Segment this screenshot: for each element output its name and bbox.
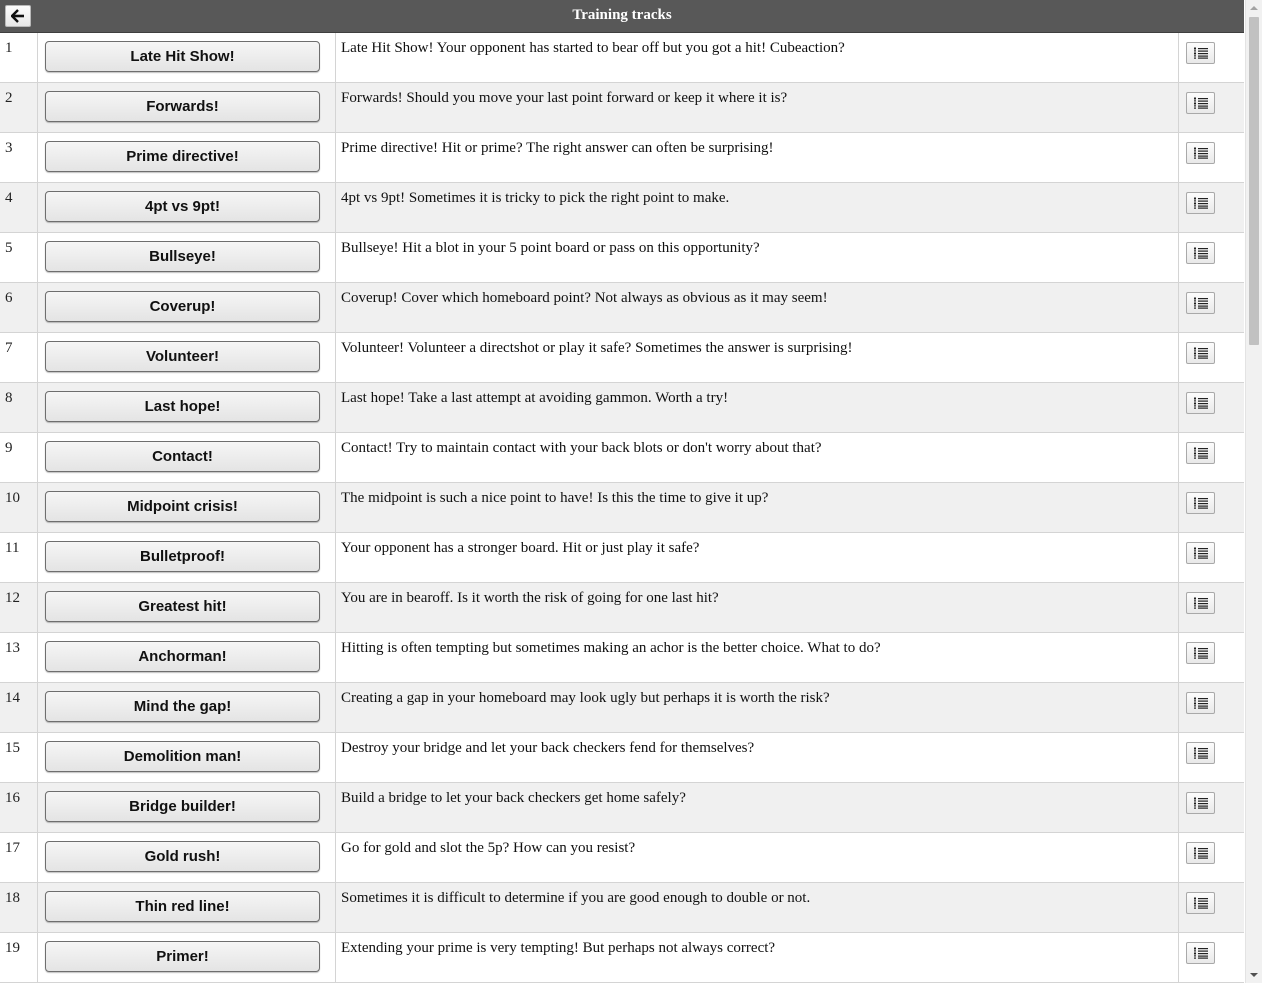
track-description-cell bbox=[336, 683, 1179, 732]
track-button-cell bbox=[38, 83, 336, 132]
track-description-cell bbox=[336, 933, 1179, 982]
track-description-cell bbox=[336, 583, 1179, 632]
track-description-cell bbox=[336, 183, 1179, 232]
track-button[interactable]: Mind the gap! bbox=[45, 691, 320, 722]
track-button[interactable]: Late Hit Show! bbox=[45, 41, 320, 72]
track-button[interactable]: Demolition man! bbox=[45, 741, 320, 772]
track-details-button[interactable] bbox=[1186, 342, 1215, 364]
track-details-button[interactable] bbox=[1186, 42, 1215, 64]
track-details-button[interactable] bbox=[1186, 242, 1215, 264]
track-description: You are in bearoff. Is it worth the risk of going for one last hit? bbox=[341, 590, 719, 606]
track-description-cell bbox=[336, 283, 1179, 332]
track-description: Build a bridge to let your back checkers get home safely? bbox=[341, 790, 686, 806]
track-number: 12 bbox=[5, 590, 20, 606]
track-description-cell bbox=[336, 83, 1179, 132]
track-button[interactable]: Bullseye! bbox=[45, 241, 320, 272]
track-number: 10 bbox=[5, 490, 20, 506]
track-number: 17 bbox=[5, 840, 20, 856]
track-description-cell bbox=[336, 783, 1179, 832]
track-button-cell bbox=[38, 733, 336, 782]
track-button-cell bbox=[38, 583, 336, 632]
track-description-cell bbox=[336, 483, 1179, 532]
track-details-button[interactable] bbox=[1186, 942, 1215, 964]
track-details-cell bbox=[1179, 833, 1244, 882]
track-number-cell bbox=[0, 733, 38, 782]
track-details-cell bbox=[1179, 333, 1244, 382]
track-number-cell bbox=[0, 333, 38, 382]
track-description: Last hope! Take a last attempt at avoiding gammon. Worth a try! bbox=[341, 390, 729, 406]
table-row bbox=[0, 733, 1244, 783]
track-details-button[interactable] bbox=[1186, 842, 1215, 864]
track-description: The midpoint is such a nice point to have! Is this the time to give it up? bbox=[341, 490, 769, 506]
track-button-cell bbox=[38, 133, 336, 182]
track-number-cell bbox=[0, 183, 38, 232]
track-details-cell bbox=[1179, 183, 1244, 232]
track-button[interactable]: Prime directive! bbox=[45, 141, 320, 172]
track-details-cell bbox=[1179, 933, 1244, 982]
track-description: Contact! Try to maintain contact with your back blots or don't worry about that? bbox=[341, 440, 822, 456]
track-details-cell bbox=[1179, 733, 1244, 782]
table-row bbox=[0, 33, 1244, 83]
track-description: Volunteer! Volunteer a directshot or play it safe? Sometimes the answer is surprising! bbox=[341, 340, 853, 356]
track-details-button[interactable] bbox=[1186, 292, 1215, 314]
track-number-cell bbox=[0, 383, 38, 432]
table-row bbox=[0, 883, 1244, 933]
track-number-cell bbox=[0, 633, 38, 682]
track-button-cell bbox=[38, 183, 336, 232]
track-details-cell bbox=[1179, 533, 1244, 582]
track-number-cell bbox=[0, 783, 38, 832]
track-button-cell bbox=[38, 33, 336, 82]
table-row bbox=[0, 583, 1244, 633]
track-details-button[interactable] bbox=[1186, 92, 1215, 114]
track-description: Destroy your bridge and let your back checkers fend for themselves? bbox=[341, 740, 755, 756]
track-number: 2 bbox=[5, 90, 13, 106]
track-details-button[interactable] bbox=[1186, 792, 1215, 814]
track-number-cell bbox=[0, 33, 38, 82]
track-button-cell bbox=[38, 383, 336, 432]
track-details-button[interactable] bbox=[1186, 442, 1215, 464]
track-number: 3 bbox=[5, 140, 13, 156]
track-button[interactable]: Primer! bbox=[45, 941, 320, 972]
table-row bbox=[0, 133, 1244, 183]
track-number: 15 bbox=[5, 740, 20, 756]
track-button[interactable]: Coverup! bbox=[45, 291, 320, 322]
track-details-cell bbox=[1179, 233, 1244, 282]
scroll-up-arrow-icon[interactable] bbox=[1250, 6, 1258, 10]
track-number-cell bbox=[0, 883, 38, 932]
track-details-cell bbox=[1179, 883, 1244, 932]
track-description: Forwards! Should you move your last point forward or keep it where it is? bbox=[341, 90, 788, 106]
track-number: 19 bbox=[5, 940, 20, 956]
table-row bbox=[0, 533, 1244, 583]
track-number-cell bbox=[0, 683, 38, 732]
table-row bbox=[0, 233, 1244, 283]
track-description-cell bbox=[336, 733, 1179, 782]
track-number-cell bbox=[0, 433, 38, 482]
track-number-cell bbox=[0, 83, 38, 132]
table-row bbox=[0, 783, 1244, 833]
table-row bbox=[0, 933, 1244, 983]
table-row bbox=[0, 83, 1244, 133]
table-row bbox=[0, 183, 1244, 233]
track-description: Creating a gap in your homeboard may look ugly but perhaps it is worth the risk? bbox=[341, 690, 830, 706]
track-button[interactable]: Forwards! bbox=[45, 91, 320, 122]
track-description-cell bbox=[336, 333, 1179, 382]
track-number-cell bbox=[0, 283, 38, 332]
track-button-cell bbox=[38, 933, 336, 982]
track-description-cell bbox=[336, 133, 1179, 182]
track-details-cell bbox=[1179, 483, 1244, 532]
track-button-cell bbox=[38, 833, 336, 882]
track-button-cell bbox=[38, 633, 336, 682]
scroll-thumb[interactable] bbox=[1249, 17, 1259, 345]
track-description: Go for gold and slot the 5p? How can you resist? bbox=[341, 840, 636, 856]
table-row bbox=[0, 833, 1244, 883]
track-button-cell bbox=[38, 333, 336, 382]
track-number: 5 bbox=[5, 240, 13, 256]
track-button[interactable]: Greatest hit! bbox=[45, 591, 320, 622]
track-details-cell bbox=[1179, 133, 1244, 182]
track-number-cell bbox=[0, 933, 38, 982]
table-row bbox=[0, 633, 1244, 683]
track-description: Prime directive! Hit or prime? The right answer can often be surprising! bbox=[341, 140, 774, 156]
track-details-button[interactable] bbox=[1186, 392, 1215, 414]
track-description: Late Hit Show! Your opponent has started to bear off but you got a hit! Cubeaction? bbox=[341, 40, 845, 56]
track-details-cell bbox=[1179, 433, 1244, 482]
track-details-button[interactable] bbox=[1186, 142, 1215, 164]
track-details-cell bbox=[1179, 783, 1244, 832]
track-number: 4 bbox=[5, 190, 13, 206]
track-button[interactable]: Bridge builder! bbox=[45, 791, 320, 822]
track-button-cell bbox=[38, 433, 336, 482]
track-description: Extending your prime is very tempting! But perhaps not always correct? bbox=[341, 940, 776, 956]
track-details-button[interactable] bbox=[1186, 692, 1215, 714]
track-description: 4pt vs 9pt! Sometimes it is tricky to pick the right point to make. bbox=[341, 190, 730, 206]
track-button-cell bbox=[38, 533, 336, 582]
track-button-cell bbox=[38, 233, 336, 282]
table-row bbox=[0, 283, 1244, 333]
track-button[interactable]: Bulletproof! bbox=[45, 541, 320, 572]
track-number-cell bbox=[0, 483, 38, 532]
track-description-cell bbox=[336, 833, 1179, 882]
track-button[interactable]: Volunteer! bbox=[45, 341, 320, 372]
track-number: 8 bbox=[5, 390, 13, 406]
track-number-cell bbox=[0, 533, 38, 582]
track-description-cell bbox=[336, 533, 1179, 582]
track-number: 18 bbox=[5, 890, 20, 906]
track-details-cell bbox=[1179, 583, 1244, 632]
track-number: 6 bbox=[5, 290, 13, 306]
track-button-cell bbox=[38, 283, 336, 332]
track-description: Bullseye! Hit a blot in your 5 point board or pass on this opportunity? bbox=[341, 240, 760, 256]
track-description-cell bbox=[336, 633, 1179, 682]
page-title: Training tracks bbox=[572, 7, 672, 23]
track-number-cell bbox=[0, 233, 38, 282]
table-row bbox=[0, 683, 1244, 733]
track-button[interactable]: Gold rush! bbox=[45, 841, 320, 872]
track-description: Coverup! Cover which homeboard point? Not always as obvious as it may seem! bbox=[341, 290, 828, 306]
table-row bbox=[0, 333, 1244, 383]
track-details-cell bbox=[1179, 633, 1244, 682]
track-button[interactable]: 4pt vs 9pt! bbox=[45, 191, 320, 222]
track-description: Hitting is often tempting but sometimes making an achor is the better choice. What to do? bbox=[341, 640, 881, 656]
track-description-cell bbox=[336, 233, 1179, 282]
track-number: 9 bbox=[5, 440, 13, 456]
track-number: 14 bbox=[5, 690, 20, 706]
track-details-button[interactable] bbox=[1186, 492, 1215, 514]
header-bar bbox=[0, 0, 1244, 33]
track-details-cell bbox=[1179, 683, 1244, 732]
table-row bbox=[0, 483, 1244, 533]
track-button-cell bbox=[38, 683, 336, 732]
scroll-down-arrow-icon[interactable] bbox=[1250, 973, 1258, 977]
track-details-button[interactable] bbox=[1186, 192, 1215, 214]
track-description-cell bbox=[336, 433, 1179, 482]
track-number: 16 bbox=[5, 790, 20, 806]
track-number-cell bbox=[0, 833, 38, 882]
track-details-button[interactable] bbox=[1186, 892, 1215, 914]
track-button[interactable]: Thin red line! bbox=[45, 891, 320, 922]
track-details-cell bbox=[1179, 33, 1244, 82]
track-button[interactable]: Anchorman! bbox=[45, 641, 320, 672]
track-details-button[interactable] bbox=[1186, 742, 1215, 764]
track-description-cell bbox=[336, 883, 1179, 932]
track-number: 13 bbox=[5, 640, 20, 656]
track-number: 7 bbox=[5, 340, 13, 356]
track-number: 11 bbox=[5, 540, 20, 556]
track-button-cell bbox=[38, 883, 336, 932]
track-description-cell bbox=[336, 33, 1179, 82]
track-details-cell bbox=[1179, 83, 1244, 132]
track-details-cell bbox=[1179, 383, 1244, 432]
track-details-button[interactable] bbox=[1186, 592, 1215, 614]
track-number-cell bbox=[0, 583, 38, 632]
track-number: 1 bbox=[5, 40, 13, 56]
track-description: Sometimes it is difficult to determine if you are good enough to double or not. bbox=[341, 890, 811, 906]
table-row bbox=[0, 433, 1244, 483]
track-button[interactable]: Contact! bbox=[45, 441, 320, 472]
track-details-cell bbox=[1179, 283, 1244, 332]
table-row bbox=[0, 383, 1244, 433]
track-details-button[interactable] bbox=[1186, 642, 1215, 664]
track-button-cell bbox=[38, 783, 336, 832]
track-button[interactable]: Midpoint crisis! bbox=[45, 491, 320, 522]
track-details-button[interactable] bbox=[1186, 542, 1215, 564]
track-description: Your opponent has a stronger board. Hit or just play it safe? bbox=[341, 540, 700, 556]
track-number-cell bbox=[0, 133, 38, 182]
track-list bbox=[0, 33, 1244, 983]
vertical-scrollbar[interactable] bbox=[1245, 0, 1262, 983]
track-description-cell bbox=[336, 383, 1179, 432]
track-button[interactable]: Last hope! bbox=[45, 391, 320, 422]
track-button-cell bbox=[38, 483, 336, 532]
